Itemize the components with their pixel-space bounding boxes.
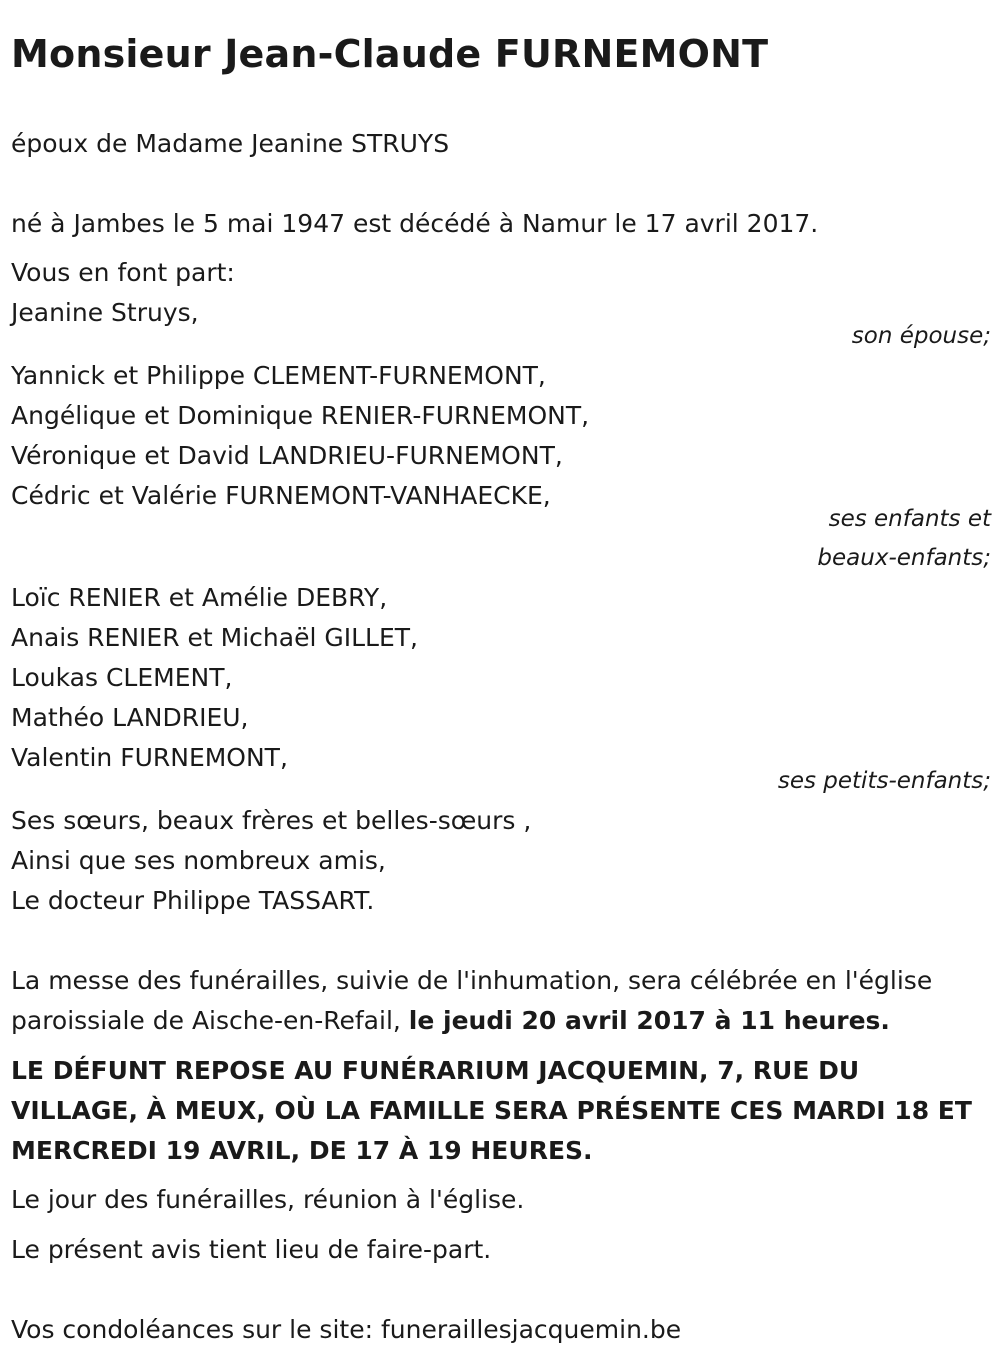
mass-paragraph — [11, 961, 991, 1041]
children-role: ses enfants et — [828, 506, 991, 532]
others-line: Ainsi que ses nombreux amis, — [11, 846, 386, 875]
grandchild-name: Loïc RENIER et Amélie DEBRY, — [11, 583, 388, 612]
others-line: Ses sœurs, beaux frères et belles-sœurs , — [11, 806, 532, 835]
funerarium-paragraph: LE DÉFUNT REPOSE AU FUNÉRARIUM JACQUEMIN, 7, RUE DU VILLAGE, À MEUX, OÙ LA FAMILLE SERA PRÉSENTE CES MARDI 18 ET MERCREDI 19 AVRIL, DE 17 À 19 HEURES. — [11, 1056, 972, 1165]
children-role-cont: beaux-enfants; — [817, 545, 991, 571]
spouse-name: Jeanine Struys, — [11, 298, 199, 327]
grandchild-name: Loukas CLEMENT, — [11, 663, 233, 692]
intro-line: Vous en font part: — [11, 258, 235, 287]
others-line: Le docteur Philippe TASSART. — [11, 886, 375, 915]
child-name: Yannick et Philippe CLEMENT-FURNEMONT, — [11, 361, 546, 390]
condolences-line: Vos condoléances sur le site: funeraillesjacquemin.be — [11, 1315, 682, 1344]
spouse-role: son épouse; — [851, 323, 991, 349]
grandchild-name: Mathéo LANDRIEU, — [11, 703, 249, 732]
birth-death-line: né à Jambes le 5 mai 1947 est décédé à Namur le 17 avril 2017. — [11, 209, 819, 238]
notice-line: Le présent avis tient lieu de faire-part. — [11, 1235, 492, 1264]
grandchild-name: Anais RENIER et Michaël GILLET, — [11, 623, 418, 652]
child-name: Angélique et Dominique RENIER-FURNEMONT, — [11, 401, 590, 430]
child-name: Véronique et David LANDRIEU-FURNEMONT, — [11, 441, 563, 470]
meeting-line: Le jour des funérailles, réunion à l'église. — [11, 1185, 525, 1214]
grandchild-name: Valentin FURNEMONT, — [11, 743, 288, 772]
spouse-line: époux de Madame Jeanine STRUYS — [11, 129, 450, 158]
grandchildren-role: ses petits-enfants; — [777, 768, 991, 794]
child-name: Cédric et Valérie FURNEMONT-VANHAECKE, — [11, 481, 551, 510]
page-title: Monsieur Jean-Claude FURNEMONT — [11, 32, 769, 76]
mass-date: le jeudi 20 avril 2017 à 11 heures. — [408, 1006, 890, 1035]
mass-text: La messe des funérailles, suivie de l'inhumation, sera célébrée en l'église paroissiale de Aische-en-Refail, — [11, 966, 933, 1035]
